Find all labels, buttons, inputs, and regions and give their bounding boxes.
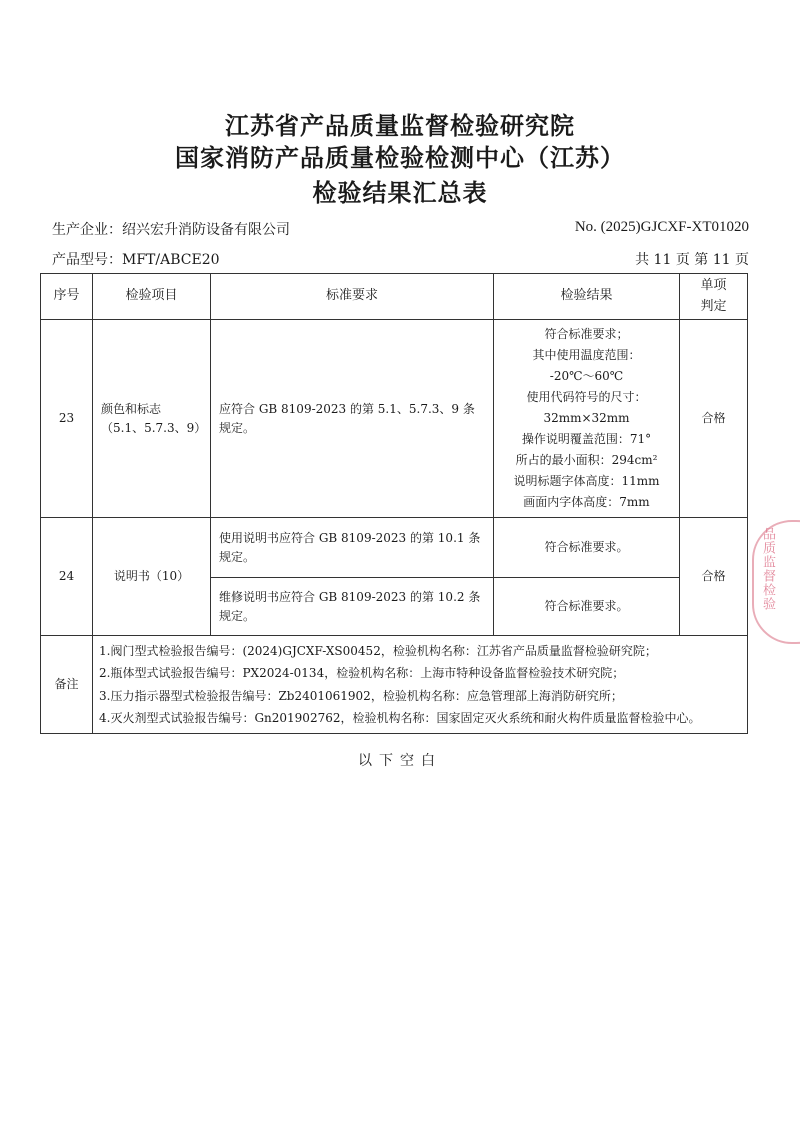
note-line: 2.瓶体型式试验报告编号：PX2024-0134，检验机构名称：上海市特种设备监督检验技术研究院； (99, 666, 625, 680)
seal-text: 品质监督检验 (760, 527, 775, 611)
note-line: 1.阀门型式检验报告编号：(2024)GJCXF-XS00452，检验机构名称：江苏省产品质量监督检验研究院； (99, 643, 657, 658)
row23-standard: 应符合 GB 8109-2023 的第 5.1、5.7.3、9 条规定。 (211, 320, 494, 518)
result-line: -20℃～60℃ (549, 369, 624, 383)
row24-seq: 24 (41, 518, 93, 636)
document-title: 检验结果汇总表 (312, 178, 488, 207)
row24-item: 说明书（10） (93, 518, 211, 636)
header-judge (680, 274, 748, 320)
result-line: 画面内字体高度：7mm (523, 495, 650, 509)
row24-result-b: 符合标准要求。 (494, 578, 680, 636)
result-line: 其中使用温度范围： (532, 348, 641, 362)
report-number: No. (2025)GJCXF-XT01020 (574, 219, 749, 235)
row24-standard-a: 使用说明书应符合 GB 8109-2023 的第 10.1 条规定。 (211, 518, 494, 578)
header-item: 检验项目 (93, 274, 211, 320)
row24-judge: 合格 (680, 518, 748, 636)
company-field: 生产企业：绍兴宏升消防设备有限公司 (52, 222, 290, 238)
table-row (41, 320, 748, 518)
header-standard: 标准要求 (211, 274, 494, 320)
institute-title: 江苏省产品质量监督检验研究院 (225, 111, 575, 140)
result-line: 所占的最小面积：294cm² (515, 453, 658, 467)
notes-label: 备注 (41, 636, 93, 734)
header-judge-line2: 判定 (700, 298, 727, 314)
model-field: 产品型号：MFT/ABCE20 (52, 252, 220, 268)
result-line: 符合标准要求； (544, 327, 629, 341)
header-judge-line1: 单项 (700, 278, 727, 294)
row23-judge: 合格 (680, 320, 748, 518)
row24-result-a: 符合标准要求。 (494, 518, 680, 578)
row23-result (494, 320, 680, 518)
notes-content (93, 636, 748, 734)
header-result: 检验结果 (494, 274, 680, 320)
table-row (41, 518, 748, 578)
result-line: 说明标题字体高度：11mm (513, 474, 660, 488)
note-line: 4.灭火剂型式试验报告编号：Gn201902762，检验机构名称：国家固定灭火系统和耐火构件质量监督检验中心。 (99, 711, 701, 725)
notes-row (41, 636, 748, 734)
table-header-row (41, 274, 748, 320)
header-seq: 序号 (41, 274, 93, 320)
blank-below-notice: 以下空白 (358, 753, 442, 769)
center-title: 国家消防产品质量检验检测中心（江苏） (175, 143, 625, 172)
result-line: 操作说明覆盖范围：71° (521, 432, 652, 446)
row23-seq: 23 (41, 320, 93, 518)
page-number: 共 11 页 第 11 页 (635, 252, 749, 268)
result-line: 32mm×32mm (543, 411, 630, 425)
results-table (40, 273, 748, 734)
row23-item: 颜色和标志（5.1、5.7.3、9） (93, 320, 211, 518)
note-line: 3.压力指示器型式检验报告编号：Zb2401061902，检验机构名称：应急管理部上海消防研究所； (99, 688, 623, 703)
result-line: 使用代码符号的尺寸： (526, 390, 647, 404)
row24-standard-b: 维修说明书应符合 GB 8109-2023 的第 10.2 条规定。 (211, 578, 494, 636)
